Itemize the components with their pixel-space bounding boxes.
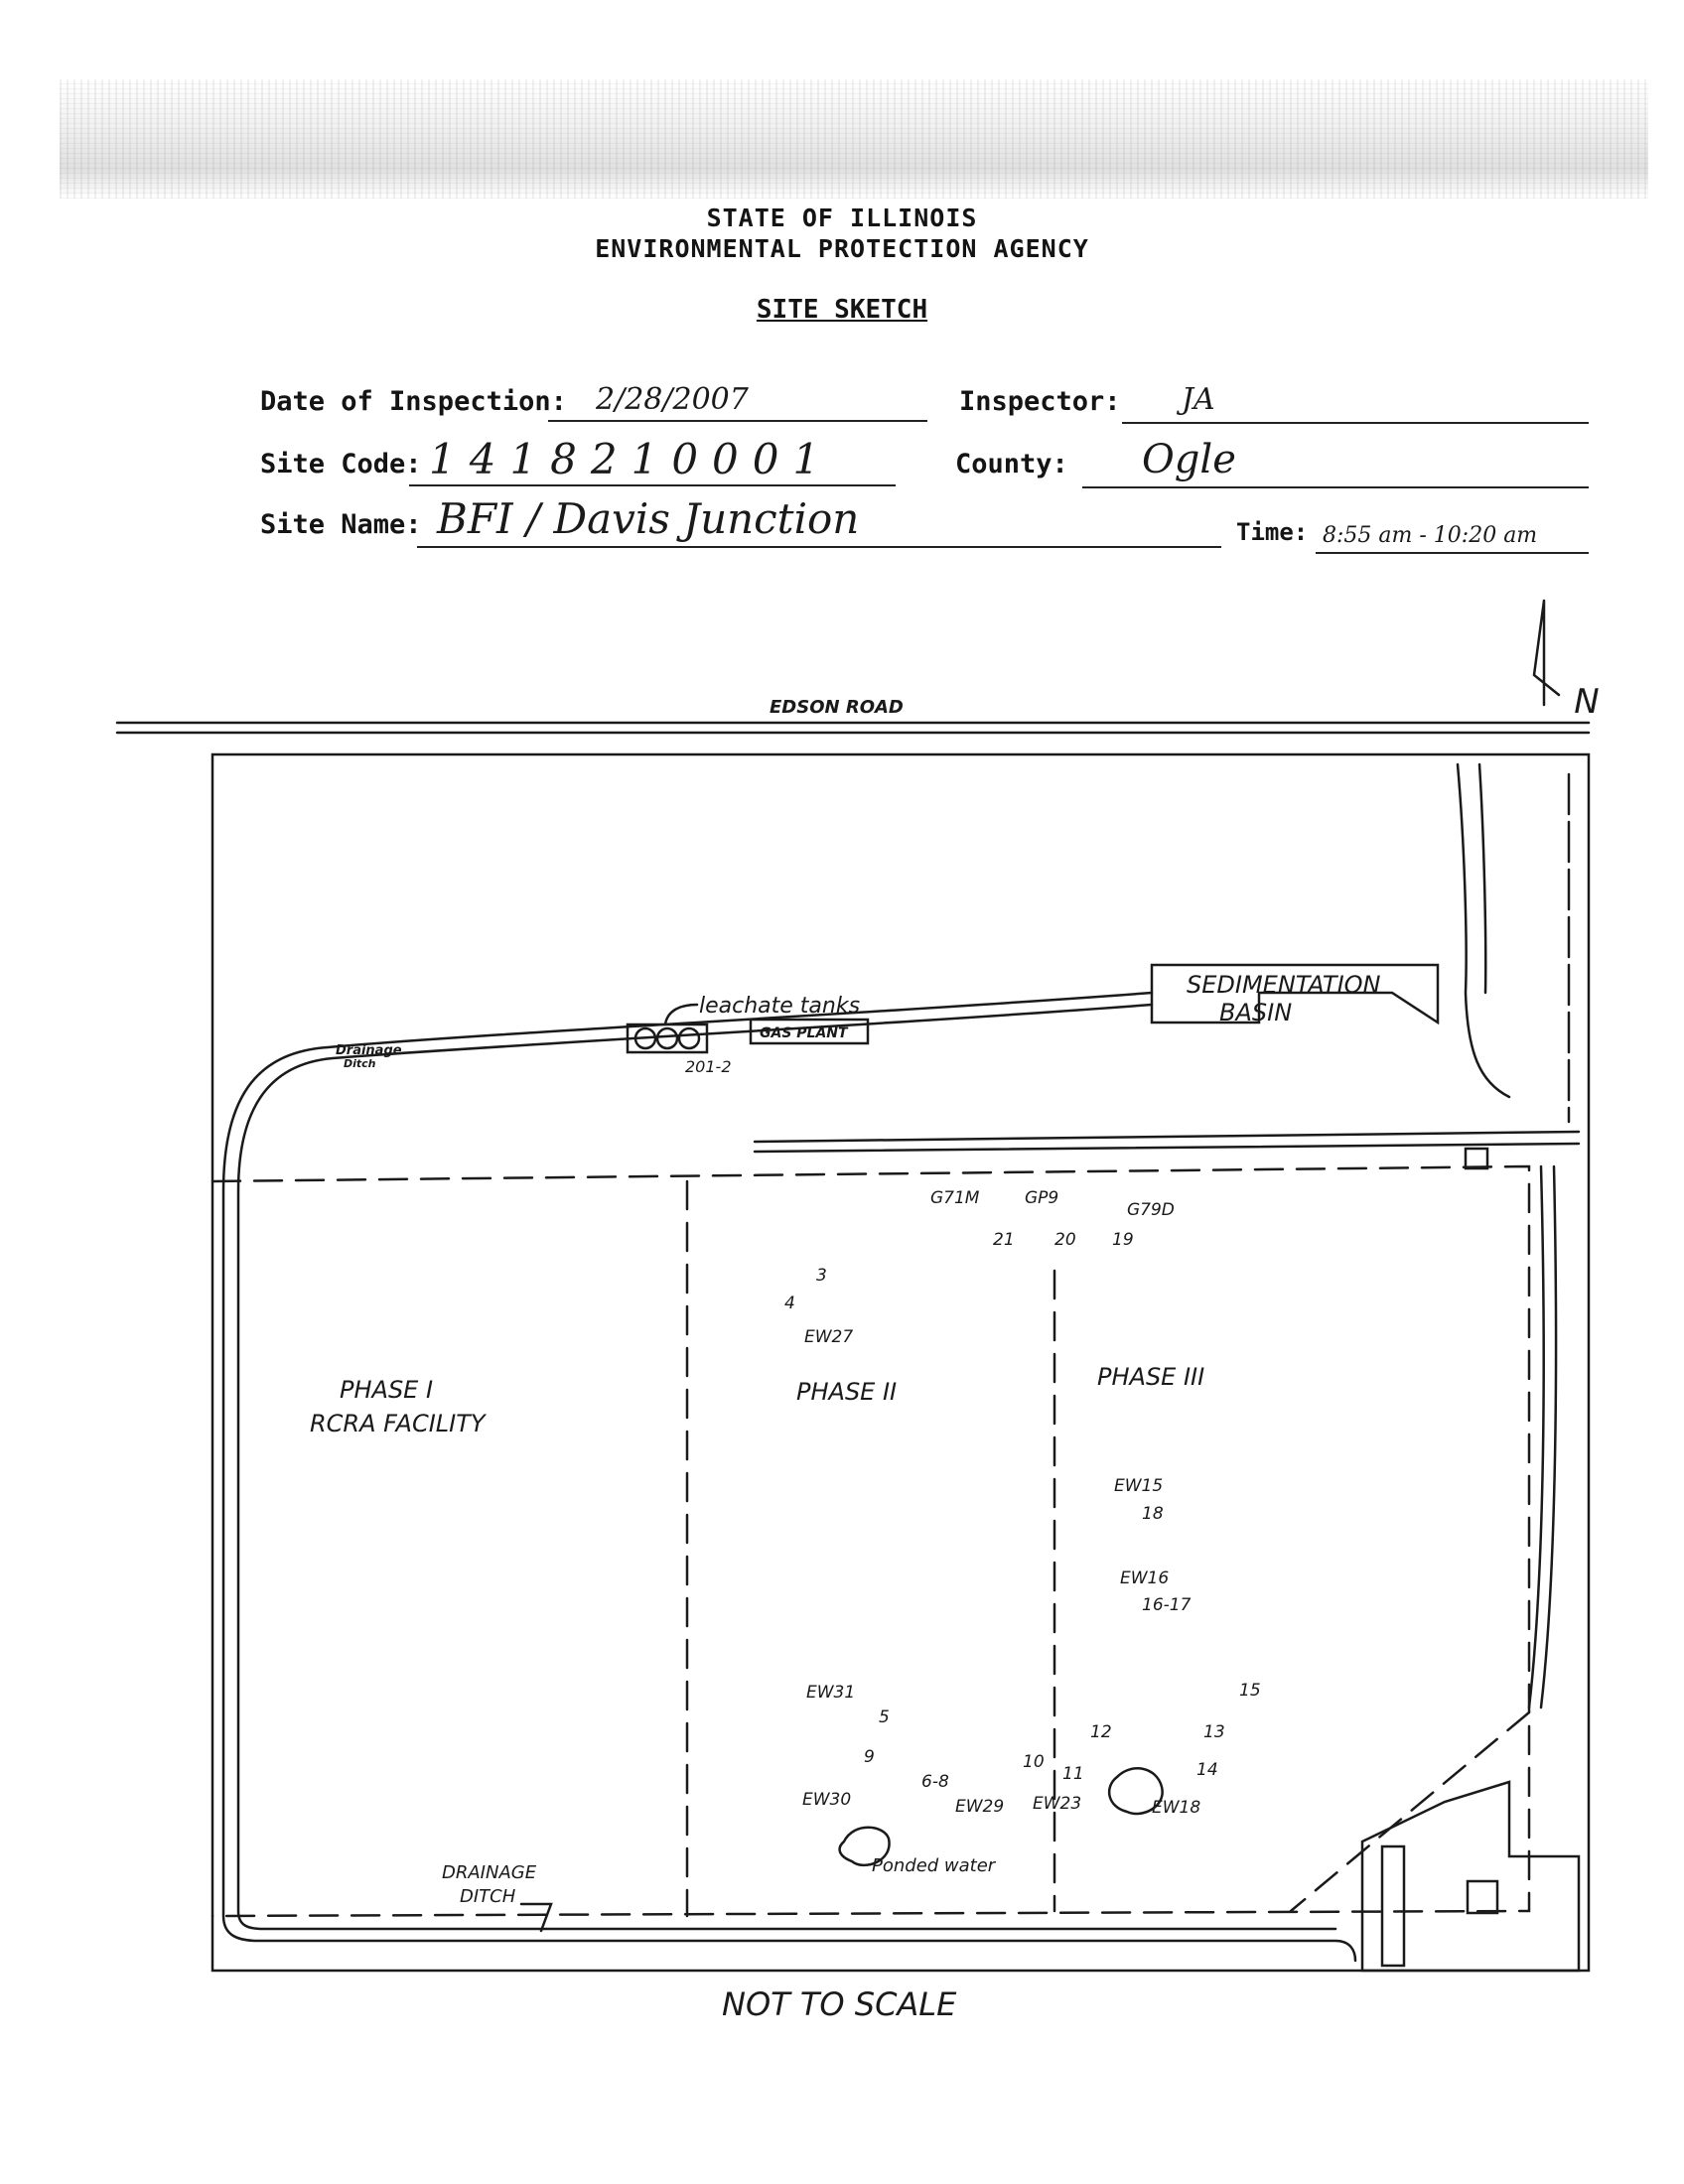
ditch-bottom-label-2: DITCH <box>460 1886 516 1907</box>
se-facility-area <box>1362 1782 1579 1971</box>
point-9: 9 <box>864 1747 875 1767</box>
point-ew31: EW31 <box>806 1683 856 1703</box>
point-21: 21 <box>993 1230 1015 1250</box>
ponded-water-label: Ponded water <box>872 1855 996 1876</box>
point-10: 10 <box>1023 1752 1045 1772</box>
tank-id-label: 201-2 <box>685 1057 732 1076</box>
time-label: Time: <box>1236 518 1309 546</box>
basin-label-2: BASIN <box>1219 999 1293 1026</box>
point-ew29: EW29 <box>955 1797 1005 1817</box>
leachate-tanks-label: leachate tanks <box>699 994 861 1019</box>
east-ditch-1 <box>1529 1166 1544 1707</box>
county-label: County: <box>955 449 1068 479</box>
point-ew23: EW23 <box>1033 1794 1082 1814</box>
date-label: Date of Inspection: <box>260 386 567 417</box>
inspector-value: JA <box>1182 382 1215 417</box>
point-5: 5 <box>879 1707 890 1727</box>
point-ew16: EW16 <box>1120 1569 1170 1588</box>
point-13: 13 <box>1203 1722 1225 1742</box>
point-18: 18 <box>1142 1504 1164 1524</box>
ditch-bottom-label-1: DRAINAGE <box>442 1862 537 1883</box>
se-building-2 <box>1468 1881 1497 1913</box>
basin-label-1: SEDIMENTATION <box>1187 971 1381 999</box>
landfill-boundary <box>212 1166 1529 1916</box>
point-ew18: EW18 <box>1152 1798 1201 1818</box>
tank-2-icon <box>657 1028 677 1048</box>
ditch-top-label-2: Ditch <box>344 1057 376 1070</box>
tank-3-icon <box>679 1028 699 1048</box>
point-ew27: EW27 <box>804 1327 854 1347</box>
point-gp9: GP9 <box>1025 1188 1059 1208</box>
form-title: SITE SKETCH <box>756 295 928 325</box>
county-value: Ogle <box>1142 437 1236 482</box>
point-15: 15 <box>1239 1681 1261 1701</box>
gate-box <box>1466 1149 1487 1168</box>
road-south-1 <box>755 1132 1579 1142</box>
point-g79d: G79D <box>1127 1200 1175 1220</box>
time-value: 8:55 am - 10:20 am <box>1323 523 1538 548</box>
point-19: 19 <box>1112 1230 1134 1250</box>
site-name-value: BFI / Davis Junction <box>437 494 860 543</box>
ditch-top-label-1: Drainage <box>336 1043 402 1058</box>
point-3: 3 <box>816 1266 827 1286</box>
phase1-label-1: PHASE I <box>340 1376 434 1404</box>
point-6-8: 6-8 <box>921 1772 949 1792</box>
phase3-label: PHASE III <box>1097 1363 1205 1391</box>
phase1-label-2: RCRA FACILITY <box>310 1410 486 1437</box>
date-value: 2/28/2007 <box>596 382 749 417</box>
drain-ne-1 <box>1458 764 1509 1097</box>
agency-name: ENVIRONMENTAL PROTECTION AGENCY <box>595 234 1089 263</box>
point-16-17: 16-17 <box>1142 1595 1192 1615</box>
gas-plant-label: GAS PLANT <box>760 1025 848 1041</box>
point-ew15: EW15 <box>1114 1476 1164 1496</box>
point-11: 11 <box>1062 1764 1084 1784</box>
inspector-label: Inspector: <box>959 386 1121 417</box>
site-code-label: Site Code: <box>260 449 422 479</box>
ditch-arrow <box>521 1904 551 1931</box>
road-south-2 <box>755 1144 1579 1152</box>
north-arrow-icon <box>1534 601 1559 705</box>
not-to-scale-label: NOT TO SCALE <box>722 1985 957 2023</box>
monitoring-points <box>784 1188 1261 1818</box>
point-g71m: G71M <box>930 1188 980 1208</box>
se-building-1 <box>1382 1846 1404 1966</box>
north-label: N <box>1574 682 1600 722</box>
road-label: EDSON ROAD <box>770 697 904 718</box>
drainage-ditch-inner <box>238 1005 1335 1929</box>
point-ew30: EW30 <box>802 1790 852 1810</box>
point-12: 12 <box>1090 1722 1112 1742</box>
phase2-label: PHASE II <box>796 1378 898 1406</box>
drain-ne-2 <box>1479 764 1485 993</box>
site-code-value: 1418210001 <box>429 435 834 483</box>
point-4: 4 <box>784 1294 795 1313</box>
point-14: 14 <box>1196 1760 1218 1780</box>
site-name-label: Site Name: <box>260 509 422 540</box>
agency-state: STATE OF ILLINOIS <box>706 204 978 232</box>
property-boundary <box>212 754 1589 1971</box>
point-20: 20 <box>1054 1230 1076 1250</box>
